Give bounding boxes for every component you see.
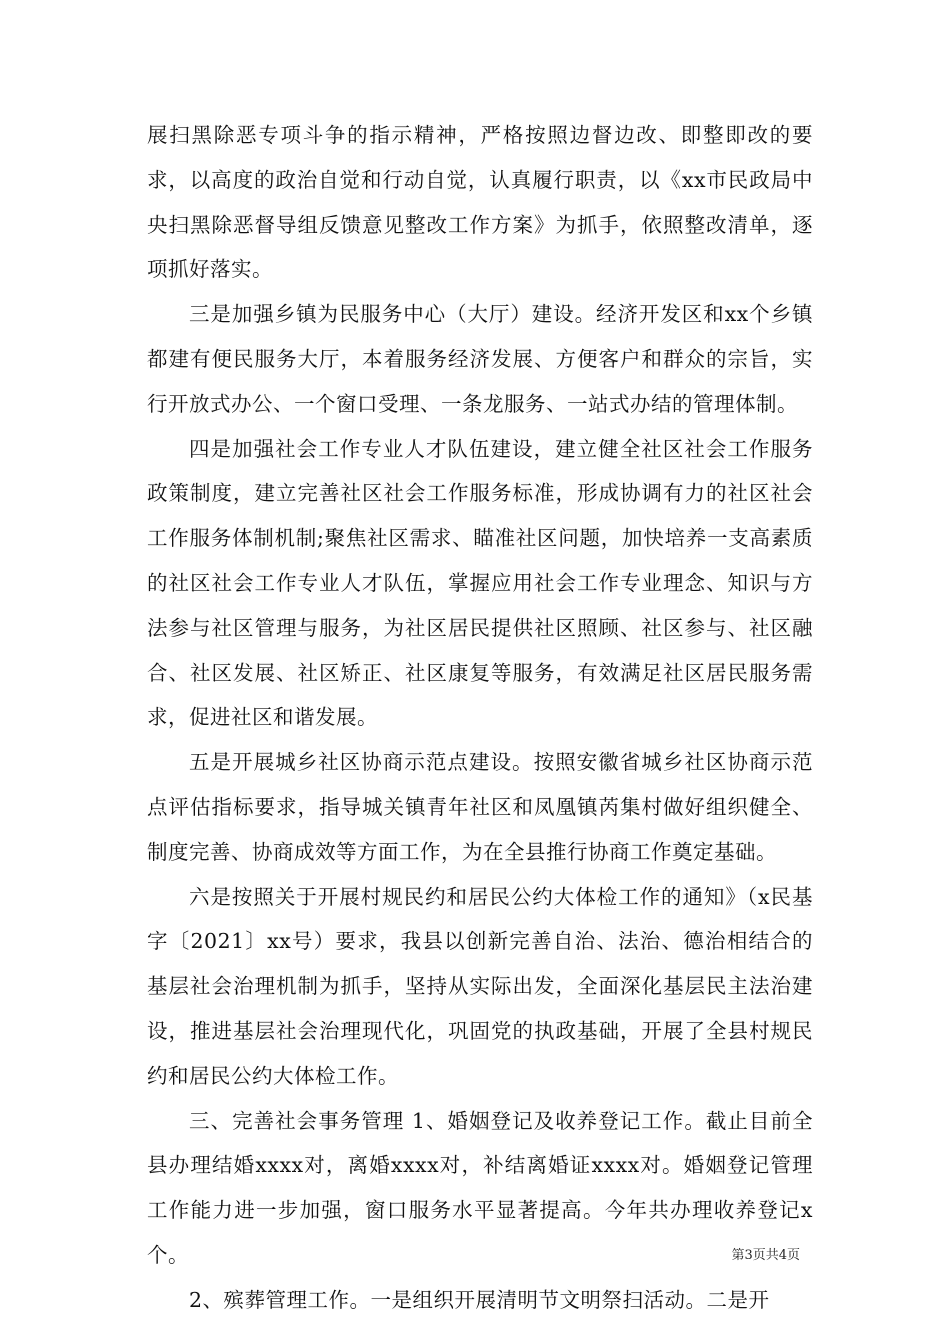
paragraph-6: 三、完善社会事务管理 1、婚姻登记及收养登记工作。截止目前全县办理结婚xxxx对，离婚xxxx对，补结离婚证xxxx对。婚姻登记管理工作能力进一步加强，窗口服务水平显著提高。今年共办理收养登记x个。 (147, 1108, 813, 1267)
paragraph-4: 五是开展城乡社区协商示范点建设。按照安徽省城乡社区协商示范点评估指标要求，指导城关镇青年社区和凤凰镇芮集村做好组织健全、制度完善、协商成效等方面工作，为在全县推行协商工作奠定基础。 (147, 750, 813, 864)
paragraph-1: 展扫黑除恶专项斗争的指示精神，严格按照边督边改、即整即改的要求，以高度的政治自觉和行动自觉，认真履行职责，以《xx市民政局中央扫黑除恶督导组反馈意见整改工作方案》为抓手，依照整改清单，逐项抓好落实。 (147, 123, 813, 282)
paragraph-2: 三是加强乡镇为民服务中心（大厅）建设。经济开发区和xx个乡镇都建有便民服务大厅，本着服务经济发展、方便客户和群众的宗旨，实行开放式办公、一个窗口受理、一条龙服务、一站式办结的管理体制。 (147, 302, 813, 416)
paragraph-7: 2、殡葬管理工作。一是组织开展清明节文明祭扫活动。二是开 (189, 1287, 770, 1312)
page-number-footer: 第3页共4页 (731, 1248, 800, 1263)
paragraph-5: 六是按照关于开展村规民约和居民公约大体检工作的通知》（x民基字〔2021〕xx号）要求，我县以创新完善自治、法治、德治相结合的基层社会治理机制为抓手，坚持从实际出发，全面深化基层民主法治建设，推进基层社会治理现代化，巩固党的执政基础，开展了全县村规民约和居民公约大体检工作。 (147, 884, 813, 1088)
paragraph-3: 四是加强社会工作专业人才队伍建设，建立健全社区社会工作服务政策制度，建立完善社区社会工作服务标准，形成协调有力的社区社会工作服务体制机制;聚焦社区需求、瞄准社区问题，加快培养一支高素质的社区社会工作专业人才队伍，掌握应用社会工作专业理念、知识与方法参与社区管理与服务，为社区居民提供社区照顾、社区参与、社区融合、社区发展、社区矫正、社区康复等服务，有效满足社区居民服务需求，促进社区和谐发展。 (147, 436, 813, 730)
document-body (147, 113, 813, 1323)
